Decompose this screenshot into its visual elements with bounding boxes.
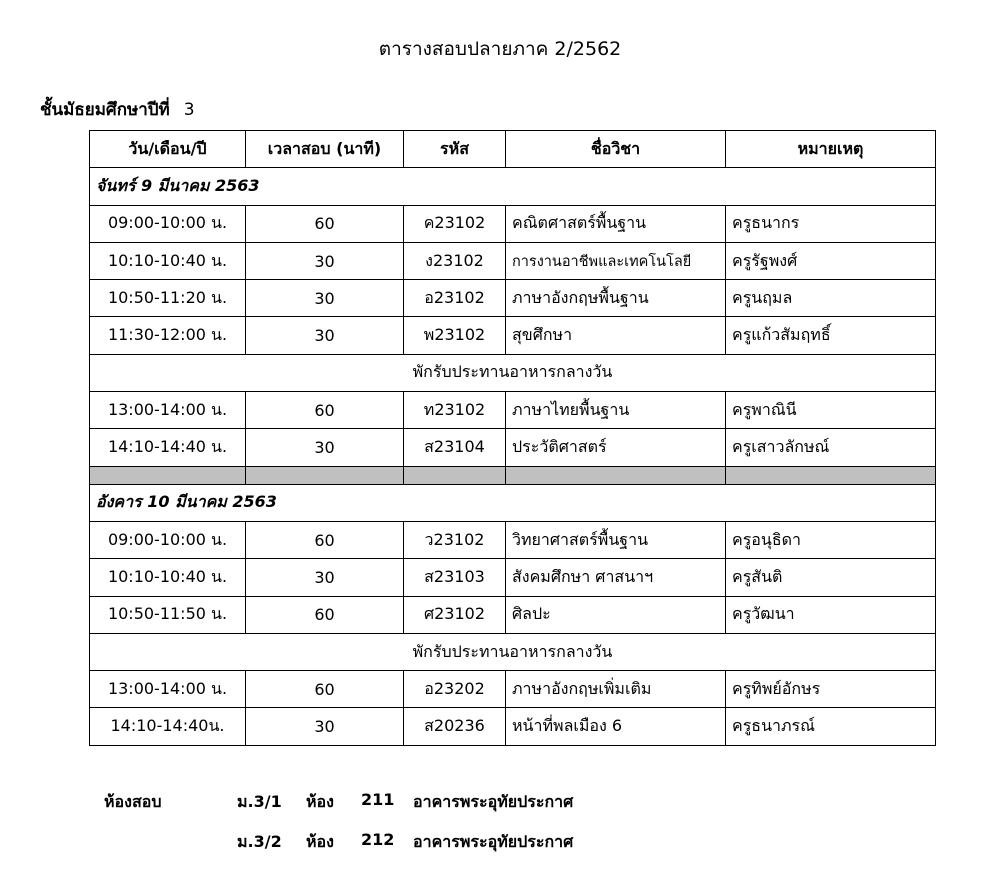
cell-note: ครูอนุธิดา — [726, 521, 936, 558]
cell-note: ครูพาณินี — [726, 392, 936, 429]
break-row — [90, 633, 936, 670]
exam-schedule-table — [89, 130, 936, 746]
room-building: อาคารพระอุทัยประกาศ — [413, 792, 574, 811]
cell-note: ครูธนาภรณ์ — [726, 708, 936, 745]
cell-code: ท23102 — [404, 392, 506, 429]
table-row — [90, 392, 936, 429]
cell-code: ศ23102 — [404, 596, 506, 633]
cell-minutes: 30 — [246, 708, 404, 745]
cell-code: พ23102 — [404, 317, 506, 354]
cell-note: ครูรัฐพงศ์ — [726, 242, 936, 279]
cell-minutes: 60 — [246, 392, 404, 429]
separator-row — [90, 466, 936, 484]
cell-time: 10:10-10:40 น. — [90, 242, 246, 279]
table-row — [90, 429, 936, 466]
cell-minutes: 60 — [246, 521, 404, 558]
cell-time: 09:00-10:00 น. — [90, 205, 246, 242]
cell-minutes: 60 — [246, 205, 404, 242]
cell-minutes: 30 — [246, 280, 404, 317]
grade-heading — [40, 96, 195, 123]
cell-subject: หน้าที่พลเมือง 6 — [506, 708, 726, 745]
cell-note: ครูธนากร — [726, 205, 936, 242]
cell-minutes: 30 — [246, 429, 404, 466]
cell-note: ครูสันติ — [726, 559, 936, 596]
room-class: ม.3/2 — [237, 832, 282, 851]
cell-subject: วิทยาศาสตร์พื้นฐาน — [506, 521, 726, 558]
table-row — [90, 317, 936, 354]
cell-subject: สุขศึกษา — [506, 317, 726, 354]
cell-note: ครูวัฒนา — [726, 596, 936, 633]
grade-value: 3 — [183, 100, 195, 120]
cell-note: ครูนฤมล — [726, 280, 936, 317]
cell-subject: สังคมศึกษา ศาสนาฯ — [506, 559, 726, 596]
cell-minutes: 60 — [246, 671, 404, 708]
table-row — [90, 596, 936, 633]
cell-time: 10:10-10:40 น. — [90, 559, 246, 596]
cell-minutes: 60 — [246, 596, 404, 633]
cell-code: ส20236 — [404, 708, 506, 745]
room-word: ห้อง — [306, 832, 334, 851]
cell-time: 14:10-14:40น. — [90, 708, 246, 745]
header-code: รหัส — [404, 131, 506, 168]
cell-note: ครูทิพย์อักษร — [726, 671, 936, 708]
cell-subject: ประวัติศาสตร์ — [506, 429, 726, 466]
cell-code: อ23102 — [404, 280, 506, 317]
table-row — [90, 521, 936, 558]
header-duration: เวลาสอบ (นาที) — [246, 131, 404, 168]
cell-time: 13:00-14:00 น. — [90, 671, 246, 708]
cell-subject: ภาษาอังกฤษเพิ่มเติม — [506, 671, 726, 708]
header-subject: ชื่อวิชา — [506, 131, 726, 168]
separator-cell — [246, 466, 404, 484]
room-number: 212 — [361, 830, 395, 849]
cell-time: 09:00-10:00 น. — [90, 521, 246, 558]
day-label: จันทร์ 9 มีนาคม 2563 — [90, 168, 936, 205]
cell-code: ส23104 — [404, 429, 506, 466]
room-building: อาคารพระอุทัยประกาศ — [413, 832, 574, 851]
cell-minutes: 30 — [246, 317, 404, 354]
table-row — [90, 242, 936, 279]
cell-subject: ศิลปะ — [506, 596, 726, 633]
separator-cell — [726, 466, 936, 484]
break-row — [90, 354, 936, 391]
lunch-break: พักรับประทานอาหารกลางวัน — [90, 354, 936, 391]
table-header-row — [90, 131, 936, 168]
table-row — [90, 708, 936, 745]
cell-code: ส23103 — [404, 559, 506, 596]
cell-code: ง23102 — [404, 242, 506, 279]
cell-code: อ23202 — [404, 671, 506, 708]
table-row — [90, 559, 936, 596]
separator-cell — [90, 466, 246, 484]
table-row — [90, 671, 936, 708]
day-label: อังคาร 10 มีนาคม 2563 — [90, 484, 936, 521]
cell-minutes: 30 — [246, 559, 404, 596]
cell-subject: ภาษาอังกฤษพื้นฐาน — [506, 280, 726, 317]
cell-code: ค23102 — [404, 205, 506, 242]
separator-cell — [404, 466, 506, 484]
header-date: วัน/เดือน/ปี — [90, 131, 246, 168]
room-word: ห้อง — [306, 792, 334, 811]
cell-subject: ภาษาไทยพื้นฐาน — [506, 392, 726, 429]
grade-label: ชั้นมัธยมศึกษาปีที่ — [40, 100, 170, 120]
cell-time: 10:50-11:20 น. — [90, 280, 246, 317]
cell-time: 14:10-14:40 น. — [90, 429, 246, 466]
table-row — [90, 280, 936, 317]
cell-subject: คณิตศาสตร์พื้นฐาน — [506, 205, 726, 242]
day-row — [90, 484, 936, 521]
room-number: 211 — [361, 790, 395, 809]
header-note: หมายเหตุ — [726, 131, 936, 168]
exam-rooms-label: ห้องสอบ — [104, 792, 162, 811]
separator-cell — [506, 466, 726, 484]
cell-time: 10:50-11:50 น. — [90, 596, 246, 633]
lunch-break: พักรับประทานอาหารกลางวัน — [90, 633, 936, 670]
room-class: ม.3/1 — [237, 792, 282, 811]
cell-minutes: 30 — [246, 242, 404, 279]
cell-note: ครูเสาวลักษณ์ — [726, 429, 936, 466]
cell-time: 11:30-12:00 น. — [90, 317, 246, 354]
cell-time: 13:00-14:00 น. — [90, 392, 246, 429]
cell-code: ว23102 — [404, 521, 506, 558]
table-row — [90, 205, 936, 242]
page-title: ตารางสอบปลายภาค 2/2562 — [378, 38, 622, 60]
cell-note: ครูแก้วสัมฤทธิ์ — [726, 317, 936, 354]
day-row — [90, 168, 936, 205]
cell-subject: การงานอาชีพและเทคโนโลยี — [506, 242, 726, 279]
